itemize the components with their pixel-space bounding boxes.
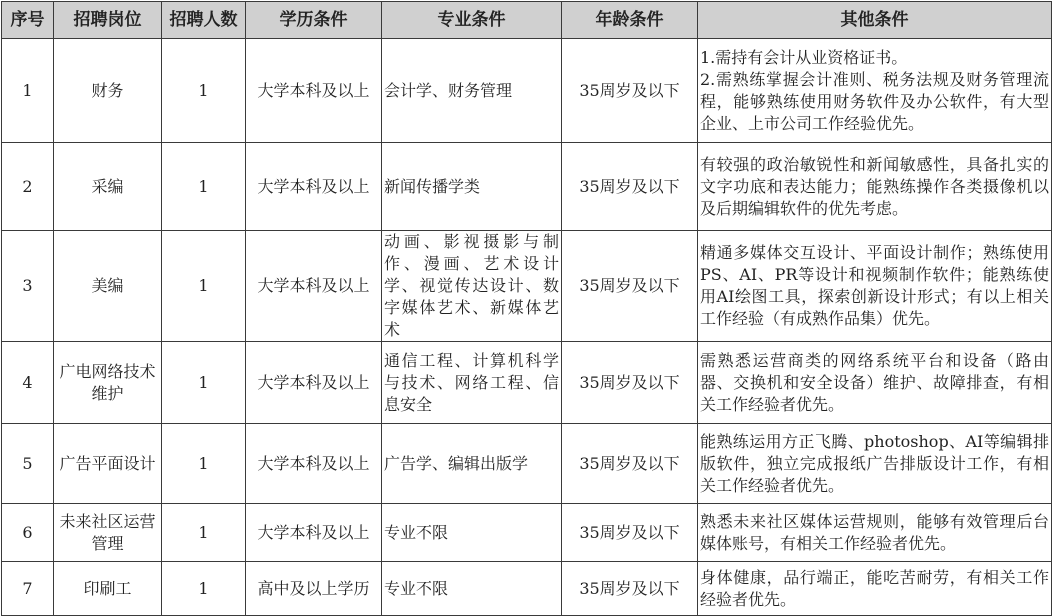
cell-major: 动画、影视摄影与制作、漫画、艺术设计学、视觉传达设计、数字媒体艺术、新媒体艺术 bbox=[382, 231, 562, 342]
cell-education: 大学本科及以上 bbox=[246, 143, 382, 231]
header-age: 年龄条件 bbox=[562, 2, 698, 39]
cell-age: 35周岁及以下 bbox=[562, 143, 698, 231]
cell-age: 35周岁及以下 bbox=[562, 562, 698, 616]
table-row bbox=[2, 39, 1052, 143]
cell-no: 1 bbox=[2, 39, 54, 143]
table-row bbox=[2, 504, 1052, 562]
cell-other: 熟悉未来社区媒体运营规则，能够有效管理后台媒体账号，有相关工作经验者优先。 bbox=[698, 504, 1052, 562]
cell-other: 精通多媒体交互设计、平面设计制作；熟练使用PS、AI、PR等设计和视频制作软件；能熟练使用AI绘图工具，探索创新设计形式；有以上相关工作经验（有成熟作品集）优先。 bbox=[698, 231, 1052, 342]
cell-age: 35周岁及以下 bbox=[562, 424, 698, 504]
cell-count: 1 bbox=[162, 143, 246, 231]
cell-education: 大学本科及以上 bbox=[246, 504, 382, 562]
cell-position: 采编 bbox=[54, 143, 162, 231]
cell-age: 35周岁及以下 bbox=[562, 231, 698, 342]
cell-major: 会计学、财务管理 bbox=[382, 39, 562, 143]
cell-major: 新闻传播学类 bbox=[382, 143, 562, 231]
cell-other: 能熟练运用方正飞腾、photoshop、AI等编辑排版软件，独立完成报纸广告排版设计工作，有相关工作经验者优先。 bbox=[698, 424, 1052, 504]
cell-no: 7 bbox=[2, 562, 54, 616]
cell-position: 财务 bbox=[54, 39, 162, 143]
cell-count: 1 bbox=[162, 39, 246, 143]
header-other: 其他条件 bbox=[698, 2, 1052, 39]
table-row bbox=[2, 143, 1052, 231]
cell-no: 5 bbox=[2, 424, 54, 504]
cell-position: 未来社区运营管理 bbox=[54, 504, 162, 562]
cell-position: 美编 bbox=[54, 231, 162, 342]
cell-count: 1 bbox=[162, 562, 246, 616]
recruitment-table bbox=[1, 1, 1052, 616]
cell-position: 广电网络技术维护 bbox=[54, 342, 162, 424]
cell-education: 大学本科及以上 bbox=[246, 424, 382, 504]
cell-other: 1.需持有会计从业资格证书。 2.需熟练掌握会计准则、税务法规及财务管理流程，能够熟练使用财务软件及办公软件，有大型企业、上市公司工作经验优先。 bbox=[698, 39, 1052, 143]
cell-other: 有较强的政治敏锐性和新闻敏感性，具备扎实的文字功底和表达能力；能熟练操作各类摄像机以及后期编辑软件的优先考虑。 bbox=[698, 143, 1052, 231]
cell-other: 需熟悉运营商类的网络系统平台和设备（路由器、交换机和安全设备）维护、故障排查，有相关工作经验者优先。 bbox=[698, 342, 1052, 424]
header-no: 序号 bbox=[2, 2, 54, 39]
cell-major: 广告学、编辑出版学 bbox=[382, 424, 562, 504]
cell-other: 身体健康，品行端正，能吃苦耐劳，有相关工作经验者优先。 bbox=[698, 562, 1052, 616]
cell-count: 1 bbox=[162, 424, 246, 504]
table-row bbox=[2, 562, 1052, 616]
header-count: 招聘人数 bbox=[162, 2, 246, 39]
table-row bbox=[2, 231, 1052, 342]
cell-no: 4 bbox=[2, 342, 54, 424]
cell-major: 通信工程、计算机科学与技术、网络工程、信息安全 bbox=[382, 342, 562, 424]
header-education: 学历条件 bbox=[246, 2, 382, 39]
header-row bbox=[2, 2, 1052, 39]
cell-position: 印刷工 bbox=[54, 562, 162, 616]
cell-no: 2 bbox=[2, 143, 54, 231]
cell-major: 专业不限 bbox=[382, 504, 562, 562]
cell-education: 高中及以上学历 bbox=[246, 562, 382, 616]
cell-count: 1 bbox=[162, 231, 246, 342]
cell-education: 大学本科及以上 bbox=[246, 342, 382, 424]
cell-age: 35周岁及以下 bbox=[562, 342, 698, 424]
table-row bbox=[2, 424, 1052, 504]
header-position: 招聘岗位 bbox=[54, 2, 162, 39]
cell-education: 大学本科及以上 bbox=[246, 231, 382, 342]
cell-no: 6 bbox=[2, 504, 54, 562]
table-row bbox=[2, 342, 1052, 424]
header-major: 专业条件 bbox=[382, 2, 562, 39]
cell-age: 35周岁及以下 bbox=[562, 39, 698, 143]
cell-count: 1 bbox=[162, 342, 246, 424]
cell-education: 大学本科及以上 bbox=[246, 39, 382, 143]
cell-position: 广告平面设计 bbox=[54, 424, 162, 504]
cell-major: 专业不限 bbox=[382, 562, 562, 616]
cell-age: 35周岁及以下 bbox=[562, 504, 698, 562]
cell-no: 3 bbox=[2, 231, 54, 342]
cell-count: 1 bbox=[162, 504, 246, 562]
